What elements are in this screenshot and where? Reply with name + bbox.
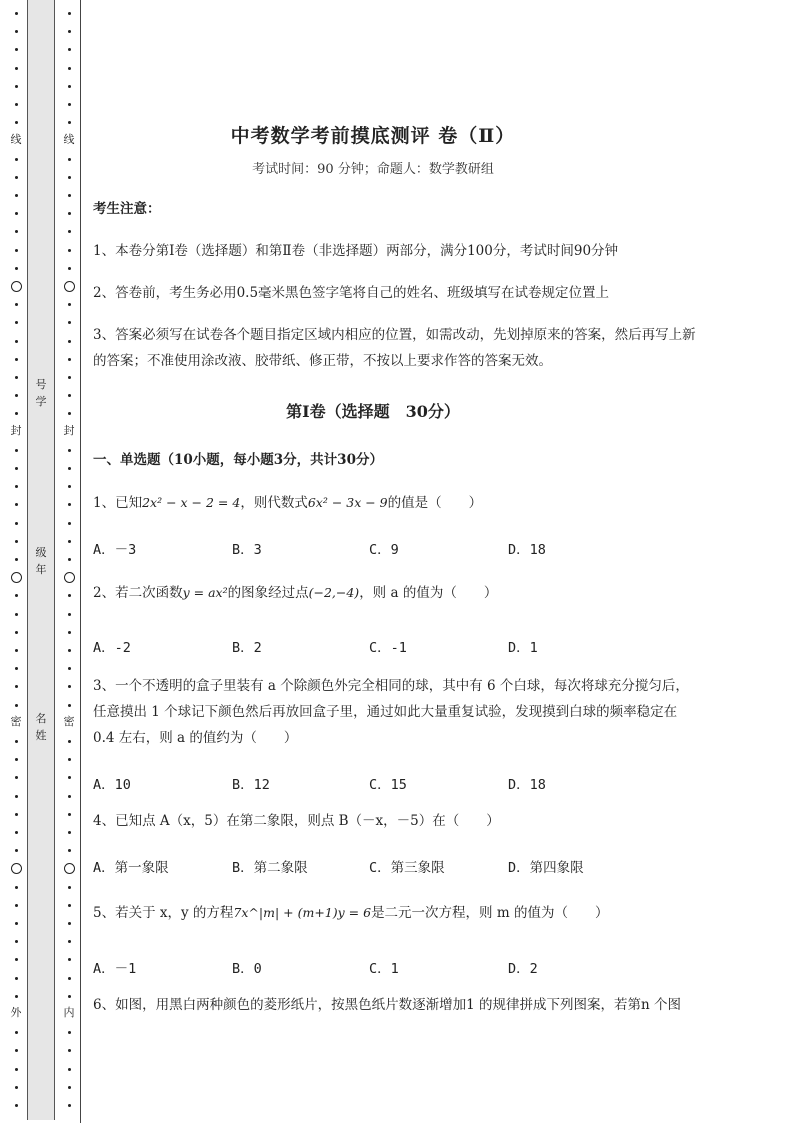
seal-dot [15, 540, 18, 543]
seal-dot [15, 267, 18, 270]
question-3-line-1: 3、一个不透明的盒子里装有 a 个除颜色外完全相同的球，其中有 6 个白球，每次将球充分搅匀后， [93, 678, 689, 694]
seal-mark: 封 [10, 424, 22, 437]
seal-dot [68, 503, 71, 506]
seal-dot [68, 776, 71, 779]
seal-dot [68, 230, 71, 233]
seal-circle [64, 863, 75, 874]
seal-dot [15, 1031, 18, 1034]
seal-dot [15, 631, 18, 634]
seal-dot [15, 158, 18, 161]
seal-dot [15, 940, 18, 943]
seal-dot [15, 849, 18, 852]
seal-dot [15, 704, 18, 707]
q3-option-c: C．15 [369, 777, 407, 793]
grade-label: 级 年 [35, 546, 47, 576]
seal-dot [15, 685, 18, 688]
seal-dot [68, 121, 71, 124]
q3-option-d: D．18 [508, 777, 546, 793]
question-6: 6、如图，用黑白两种颜色的菱形纸片，按黑色纸片数逐渐增加1 的规律拼成下列图案，若第n 个图 [93, 997, 681, 1013]
seal-dot [68, 685, 71, 688]
seal-dot [68, 522, 71, 525]
seal-circle [11, 281, 22, 292]
seal-dot [68, 849, 71, 852]
seal-dot [68, 904, 71, 907]
q5-option-a: A．－1 [93, 961, 137, 977]
seal-dot [15, 1086, 18, 1089]
seal-dot [68, 649, 71, 652]
seal-dot [15, 594, 18, 597]
notice-item-3-cont: 的答案；不准使用涂改液、胶带纸、修正带，不按以上要求作答的答案无效。 [93, 353, 552, 369]
seal-dot [15, 85, 18, 88]
seal-dot [68, 394, 71, 397]
seal-dot [15, 995, 18, 998]
question-4: 4、已知点 A（x，5）在第二象限，则点 B（－x，－5）在（ ） [93, 813, 500, 829]
seal-dot [68, 1086, 71, 1089]
seal-circle [11, 572, 22, 583]
q1-option-b: B．3 [232, 542, 262, 558]
seal-dot [68, 321, 71, 324]
seal-dot [68, 886, 71, 889]
seal-dot [15, 358, 18, 361]
seal-dot [15, 958, 18, 961]
notice-item-2: 2、答卷前，考生务必用0.5毫米黑色签字笔将自己的姓名、班级填写在试卷规定位置上 [93, 285, 610, 301]
q4-option-b: B．第二象限 [232, 860, 308, 876]
seal-dot [68, 485, 71, 488]
seal-dot [68, 103, 71, 106]
point: (−2,−4) [308, 585, 360, 600]
part-title: 一、单选题（10小题，每小题3分，共计30分） [93, 452, 383, 468]
notice-heading: 考生注意： [93, 201, 161, 217]
seal-dot [15, 376, 18, 379]
binding-divider [80, 0, 81, 1123]
q4-option-d: D．第四象限 [508, 860, 584, 876]
seal-dot [68, 158, 71, 161]
seal-dot [15, 176, 18, 179]
seal-dot [15, 904, 18, 907]
seal-dot [15, 48, 18, 51]
question-3-line-2: 任意摸出 1 个球记下颜色然后再放回盒子里，通过如此大量重复试验，发现摸到白球的频率稳定在 [93, 704, 678, 720]
seal-dot [15, 230, 18, 233]
notice-item-1: 1、本卷分第Ⅰ卷（选择题）和第Ⅱ卷（非选择题）两部分，满分100分，考试时间90分钟 [93, 243, 619, 259]
binding-margin [0, 0, 90, 1123]
seal-mark: 外 [10, 1006, 22, 1019]
seal-dot [15, 30, 18, 33]
seal-dot [68, 594, 71, 597]
seal-dot [15, 667, 18, 670]
seal-dot [15, 449, 18, 452]
student-info-band [27, 0, 55, 1120]
seal-dot [15, 813, 18, 816]
seal-dot [68, 194, 71, 197]
q5-option-d: D．2 [508, 961, 538, 977]
seal-dot [15, 194, 18, 197]
seal-dot [68, 48, 71, 51]
seal-dot [15, 613, 18, 616]
seal-dot [68, 1104, 71, 1107]
seal-mark: 线 [63, 133, 75, 146]
q3-option-a: A．10 [93, 777, 131, 793]
seal-dot [68, 340, 71, 343]
seal-dot [15, 522, 18, 525]
seal-dot [15, 795, 18, 798]
seal-dot [68, 940, 71, 943]
seal-dot [68, 631, 71, 634]
equation: 2x² − x − 2 = 4 [142, 495, 241, 510]
seal-dot [15, 467, 18, 470]
seal-dot [68, 358, 71, 361]
question-3-line-3: 0.4 左右，则 a 的值约为（ ） [93, 730, 298, 746]
seal-mark: 内 [63, 1006, 75, 1019]
seal-dot [68, 267, 71, 270]
seal-dot [15, 303, 18, 306]
seal-dot [15, 977, 18, 980]
seal-dot [68, 977, 71, 980]
q2-option-a: A．-2 [93, 640, 131, 656]
q2-option-c: C．-1 [369, 640, 407, 656]
seal-dot [15, 1068, 18, 1071]
seal-dot [68, 449, 71, 452]
seal-mark: 线 [10, 133, 22, 146]
seal-dot [15, 740, 18, 743]
q2-option-b: B．2 [232, 640, 262, 656]
q4-option-a: A．第一象限 [93, 860, 169, 876]
seal-mark: 密 [63, 715, 75, 728]
q5-option-c: C．1 [369, 961, 399, 977]
student-number-label: 号 学 [35, 378, 47, 408]
seal-dot [68, 758, 71, 761]
seal-dot [15, 758, 18, 761]
seal-dot [15, 121, 18, 124]
inner-seal-line [62, 0, 76, 1123]
seal-dot [68, 1031, 71, 1034]
exam-subtitle: 考试时间：90 分钟；命题人：数学教研组 [252, 162, 494, 177]
seal-dot [15, 1104, 18, 1107]
seal-dot [15, 340, 18, 343]
seal-dot [15, 831, 18, 834]
seal-dot [15, 922, 18, 925]
seal-circle [64, 572, 75, 583]
expression: 6x² − 3x − 9 [307, 495, 388, 510]
seal-dot [68, 212, 71, 215]
q1-option-c: C．9 [369, 542, 399, 558]
seal-dot [68, 85, 71, 88]
seal-dot [68, 704, 71, 707]
seal-dot [15, 212, 18, 215]
seal-dot [68, 1049, 71, 1052]
seal-dot [68, 67, 71, 70]
seal-dot [68, 540, 71, 543]
seal-dot [68, 995, 71, 998]
seal-dot [15, 67, 18, 70]
seal-dot [68, 667, 71, 670]
seal-dot [15, 12, 18, 15]
q1-option-a: A．－3 [93, 542, 137, 558]
seal-dot [68, 176, 71, 179]
seal-mark: 封 [63, 424, 75, 437]
question-2: 2、若二次函数y = ax²的图象经过点(−2,−4)，则 a 的值为（ ） [93, 585, 498, 601]
seal-dot [68, 558, 71, 561]
seal-dot [68, 1068, 71, 1071]
seal-dot [68, 922, 71, 925]
seal-dot [68, 958, 71, 961]
seal-mark: 密 [10, 715, 22, 728]
seal-dot [68, 30, 71, 33]
seal-circle [11, 863, 22, 874]
q3-option-b: B．12 [232, 777, 270, 793]
seal-dot [15, 321, 18, 324]
seal-dot [68, 376, 71, 379]
seal-dot [15, 249, 18, 252]
seal-dot [68, 303, 71, 306]
seal-dot [15, 886, 18, 889]
q5-option-b: B．0 [232, 961, 262, 977]
seal-dot [68, 249, 71, 252]
equation: 7x^|m| + (m+1)y = 6 [233, 905, 372, 920]
seal-dot [15, 776, 18, 779]
section-title: 第Ⅰ卷（选择题 30分） [286, 402, 460, 421]
seal-dot [68, 613, 71, 616]
seal-dot [68, 12, 71, 15]
outer-seal-line [10, 0, 22, 1123]
q4-option-c: C．第三象限 [369, 860, 445, 876]
seal-dot [15, 485, 18, 488]
seal-dot [15, 649, 18, 652]
q2-option-d: D．1 [508, 640, 538, 656]
function: y = ax² [182, 585, 228, 600]
seal-dot [15, 412, 18, 415]
q1-option-d: D．18 [508, 542, 546, 558]
seal-dot [68, 831, 71, 834]
exam-title: 中考数学考前摸底测评 卷（Ⅱ） [230, 125, 516, 147]
question-5: 5、若关于 x，y 的方程7x^|m| + (m+1)y = 6是二元一次方程，则 m 的值为（ ） [93, 905, 609, 921]
seal-dot [68, 795, 71, 798]
seal-dot [15, 103, 18, 106]
question-1: 1、已知2x² − x − 2 = 4，则代数式6x² − 3x − 9的值是（ ） [93, 495, 483, 511]
seal-dot [68, 813, 71, 816]
notice-item-3: 3、答案必须写在试卷各个题目指定区域内相应的位置，如需改动，先划掉原来的答案，然后再写上新 [93, 327, 696, 343]
seal-dot [15, 394, 18, 397]
seal-dot [68, 467, 71, 470]
seal-dot [68, 740, 71, 743]
seal-dot [15, 503, 18, 506]
name-label: 名 姓 [35, 712, 47, 742]
seal-dot [15, 558, 18, 561]
seal-dot [15, 1049, 18, 1052]
seal-dot [68, 412, 71, 415]
seal-circle [64, 281, 75, 292]
